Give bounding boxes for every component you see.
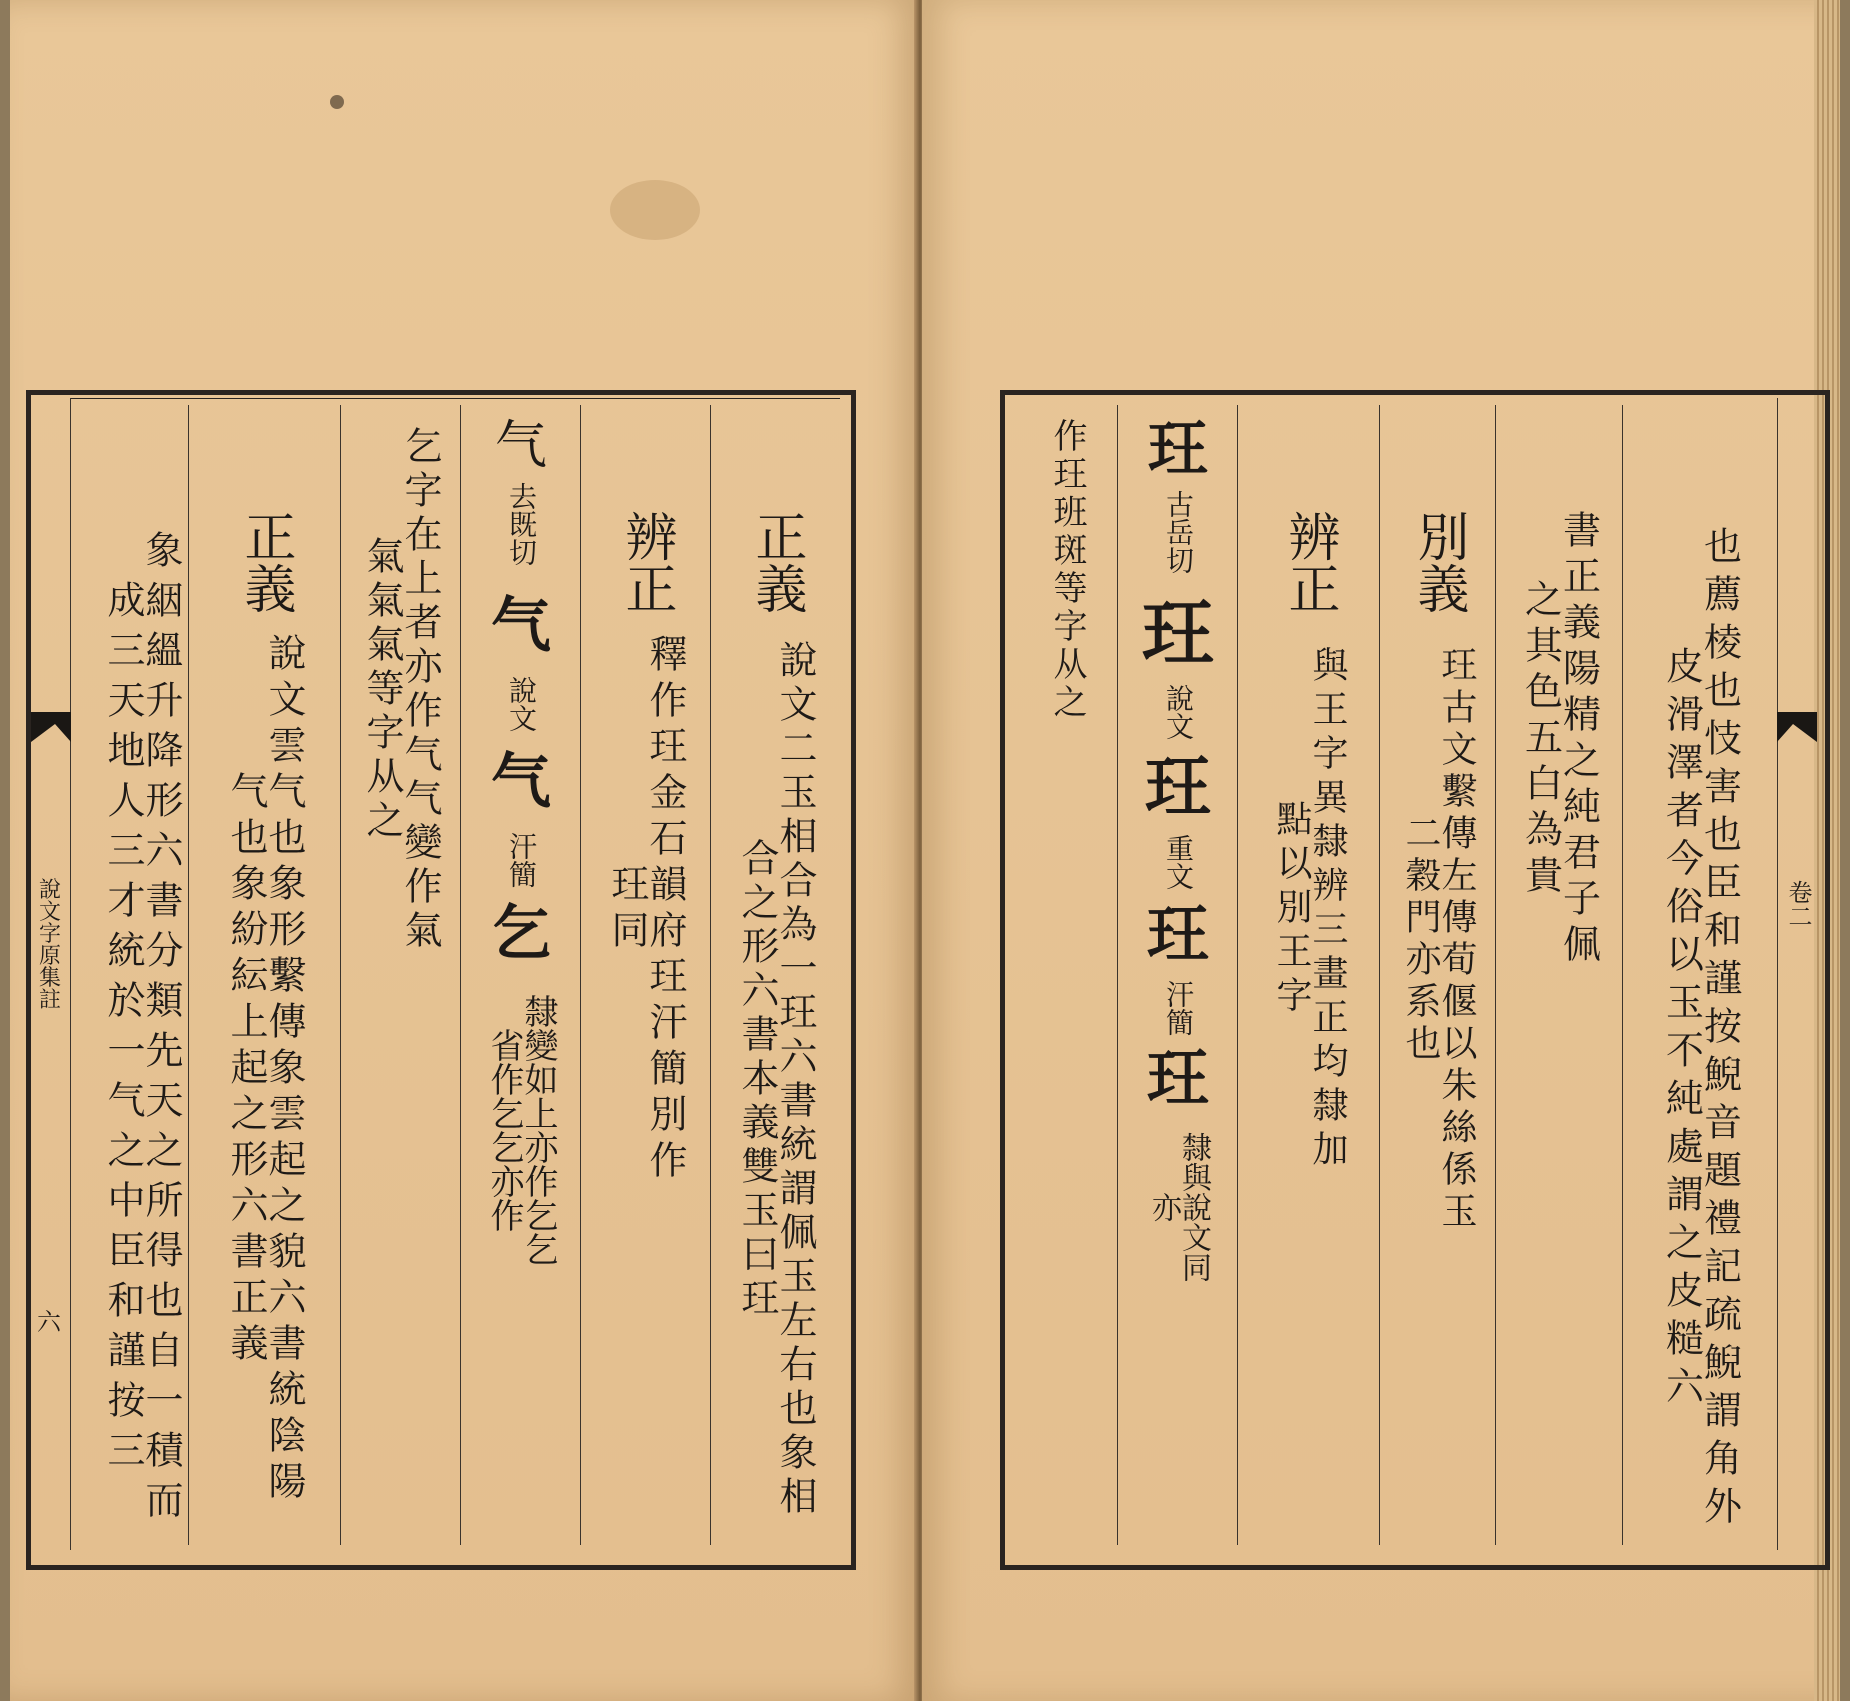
text-column: [466, 416, 576, 1280]
column-text: 釋作玨金石韻府玨汗簡別作玨同: [605, 634, 687, 1186]
column-text: 與王字異隸辨三畫正均隸加點以別王字: [1271, 646, 1348, 1174]
column-text: 隸與說文同亦: [1146, 1132, 1211, 1282]
column-text: 隸變如上亦作乞乞省作乞乞亦作: [484, 994, 558, 1266]
source-label: 說文: [1162, 684, 1195, 740]
page-number: 六: [37, 1308, 61, 1336]
right-page: [922, 0, 1840, 1701]
text-column: [716, 510, 836, 1530]
heading: 气: [494, 416, 547, 476]
pronunciation: 去既切: [505, 482, 538, 566]
heading: 正義: [746, 510, 806, 614]
text-column: [1022, 410, 1112, 730]
source-label: 說文: [505, 676, 538, 732]
text-column: [200, 510, 330, 1510]
juan-label: 卷二: [1784, 880, 1812, 928]
source-label: 汗簡: [505, 832, 538, 888]
column-text: 說文二玉相合為一玨六書統謂佩玉左右也象相合之形六書本義雙玉曰玨: [735, 640, 817, 1520]
pronunciation: 古岳切: [1162, 490, 1195, 574]
seal-glyph: 玨: [1146, 898, 1209, 971]
seal-glyph: 玨: [1146, 1042, 1209, 1115]
text-column: [1628, 510, 1773, 1550]
open-book: [10, 0, 1850, 1701]
source-label: 重文: [1162, 834, 1195, 890]
column-text: 玨古文繫傳左傳荀偃以朱絲係玉二穀門亦系也: [1400, 646, 1477, 1234]
text-column: [1502, 510, 1617, 970]
left-page: [10, 0, 918, 1701]
heading: 辨正: [1279, 510, 1339, 614]
seal-glyph: 气: [491, 591, 551, 661]
book-title: 說文字原集註: [38, 878, 61, 1013]
text-column: [1384, 510, 1492, 1250]
text-column: [346, 410, 456, 970]
text-column: [586, 510, 706, 1190]
column-text: 作玨班斑等字从之: [1047, 418, 1087, 722]
heading: 正義: [235, 510, 295, 614]
column-text: 乞字在上者亦作气气變作氣氣氣氣等字从之: [360, 426, 442, 954]
source-label: 汗簡: [1162, 980, 1195, 1036]
column-text: 書正義陽精之純君子佩之其色五白為貴: [1518, 510, 1601, 970]
column-text: 說文雲气也象形繫傳象雲起之貌六書統陰陽气也象紛紜上起之形六書正義: [224, 633, 306, 1507]
seal-glyph: 气: [491, 747, 551, 817]
text-column: [1242, 510, 1376, 1190]
heading: 玨: [1148, 415, 1208, 485]
seal-glyph: 玨: [1145, 748, 1211, 826]
heading: 辨正: [616, 510, 676, 614]
heading: 別義: [1408, 510, 1468, 614]
text-column: [1122, 415, 1234, 1292]
text-column: [80, 510, 183, 1550]
column-text: 也薦棱也忮害也臣和謹按鯢音題禮記疏鯢謂角外皮滑澤者今俗以玉不純處謂之皮糙六: [1659, 526, 1742, 1534]
seal-glyph: 乞: [491, 899, 551, 969]
column-text: 象絪縕升降形六書分類先天之所得也自一積而成三天地人三才統於一气之中臣和謹按三: [101, 530, 183, 1530]
seal-glyph: 玨: [1141, 591, 1214, 676]
